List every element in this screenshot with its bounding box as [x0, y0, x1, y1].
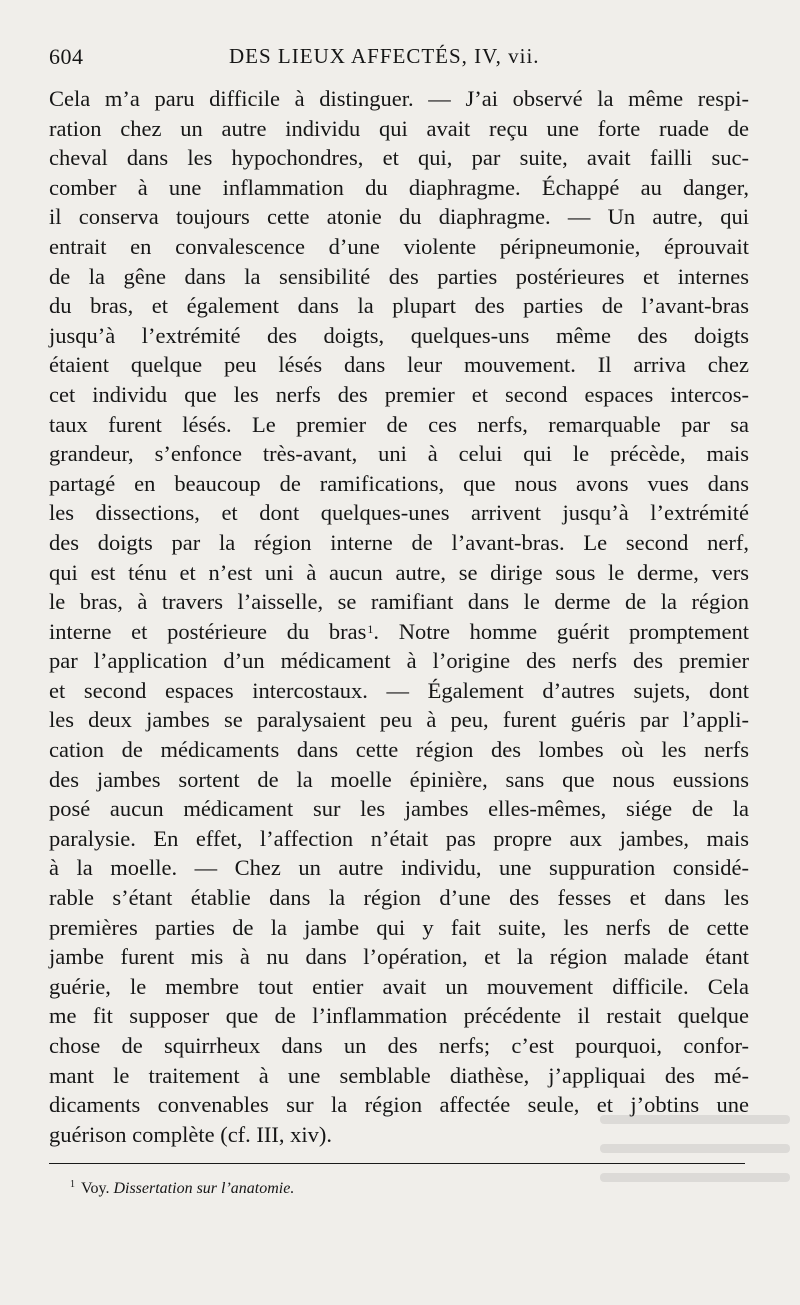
text-line-part: . Notre homme guérit promptement — [373, 618, 749, 644]
text-line: rable s’étant établie dans la région d’une des fesses et dans les — [49, 885, 749, 911]
text-line: ration chez un autre individu qui avait reçu une forte ruade de — [49, 115, 749, 141]
text-line: les dissections, et dont quelques-unes arrivent jusqu’à l’extrémité — [49, 500, 749, 526]
text-line: qui est ténu et n’est uni à aucun autre, se dirige sous le derme, vers — [49, 559, 749, 585]
text-line: cation de médicaments dans cette région des lombes où les nerfs — [49, 737, 749, 763]
text-line: des doigts par la région interne de l’avant-bras. Le second nerf, — [49, 529, 749, 555]
text-line: il conserva toujours cette atonie du diaphragme. — Un autre, qui — [49, 204, 749, 230]
text-line: les deux jambes se paralysaient peu à peu, furent guéris par l’appli- — [49, 707, 749, 733]
text-line: entrait en convalescence d’une violente péripneumonie, éprouvait — [49, 233, 749, 259]
footnote — [70, 1180, 294, 1198]
footnote-reference[interactable]: 1 — [367, 621, 374, 636]
text-line: des jambes sortent de la moelle épinière, sans que nous eussions — [49, 766, 749, 792]
running-title: DES LIEUX AFFECTÉS, IV, vii. — [229, 44, 540, 68]
show-through-mark — [600, 1173, 790, 1182]
text-line: par l’application d’un médicament à l’origine des nerfs des premier — [49, 648, 749, 674]
body-text — [49, 84, 749, 1149]
text-line: cheval dans les hypochondres, et qui, par suite, avait failli suc- — [49, 145, 749, 171]
text-line: cet individu que les nerfs des premier et second espaces intercos- — [49, 381, 749, 407]
text-line: et second espaces intercostaux. — Également d’autres sujets, dont — [49, 677, 749, 703]
text-line-with-footnote — [49, 617, 749, 647]
running-head — [49, 44, 749, 74]
text-line: jusqu’à l’extrémité des doigts, quelques-uns même des doigts — [49, 322, 749, 348]
page-number: 604 — [49, 44, 84, 69]
text-line: de la gêne dans la sensibilité des parties postérieures et internes — [49, 263, 749, 289]
text-line: dicaments convenables sur la région affectée seule, et j’obtins une — [49, 1092, 749, 1118]
text-line: grandeur, s’enfonce très-avant, uni à celui qui le précède, mais — [49, 441, 749, 467]
text-line: Cela m’a paru difficile à distinguer. — J’ai observé la même respi- — [49, 86, 749, 111]
text-line-last: guérison complète (cf. III, xiv). — [49, 1121, 333, 1147]
footnote-mark: 1 — [70, 1179, 75, 1190]
text-line: chose de squirrheux dans un des nerfs; c’est pourquoi, confor- — [49, 1033, 749, 1058]
text-line: premières parties de la jambe qui y fait suite, les nerfs de cette — [49, 914, 749, 940]
text-line: le bras, à travers l’aisselle, se ramifiant dans le derme de la région — [49, 589, 749, 615]
text-line: partagé en beaucoup de ramifications, que nous avons vues dans — [49, 470, 749, 496]
text-line: étaient quelque peu lésés dans leur mouvement. Il arriva chez — [49, 352, 749, 378]
text-line-part: interne et postérieure du bras — [49, 618, 367, 644]
text-line: du bras, et également dans la plupart des parties de l’avant-bras — [49, 293, 749, 319]
text-line: taux furent lésés. Le premier de ces nerfs, remarquable par sa — [49, 411, 749, 437]
text-line: jambe furent mis à nu dans l’opération, et la région malade étant — [49, 944, 749, 970]
text-line: mant le traitement à une semblable diathèse, j’appliquai des mé- — [49, 1062, 749, 1088]
footnote-title: Dissertation sur l’anatomie. — [113, 1180, 295, 1197]
footnote-prefix: Voy. — [81, 1180, 110, 1197]
text-line: guérie, le membre tout entier avait un mouvement difficile. Cela — [49, 973, 749, 999]
text-line: posé aucun médicament sur les jambes elles-mêmes, siége de la — [49, 796, 749, 822]
text-line: me fit supposer que de l’inflammation précédente il restait quelque — [49, 1003, 749, 1029]
text-line: comber à une inflammation du diaphragme. Échappé au danger, — [49, 174, 749, 200]
footnote-separator — [49, 1163, 745, 1164]
text-line: paralysie. En effet, l’affection n’était pas propre aux jambes, mais — [49, 825, 749, 851]
text-line: à la moelle. — Chez un autre individu, une suppuration considé- — [49, 855, 749, 881]
